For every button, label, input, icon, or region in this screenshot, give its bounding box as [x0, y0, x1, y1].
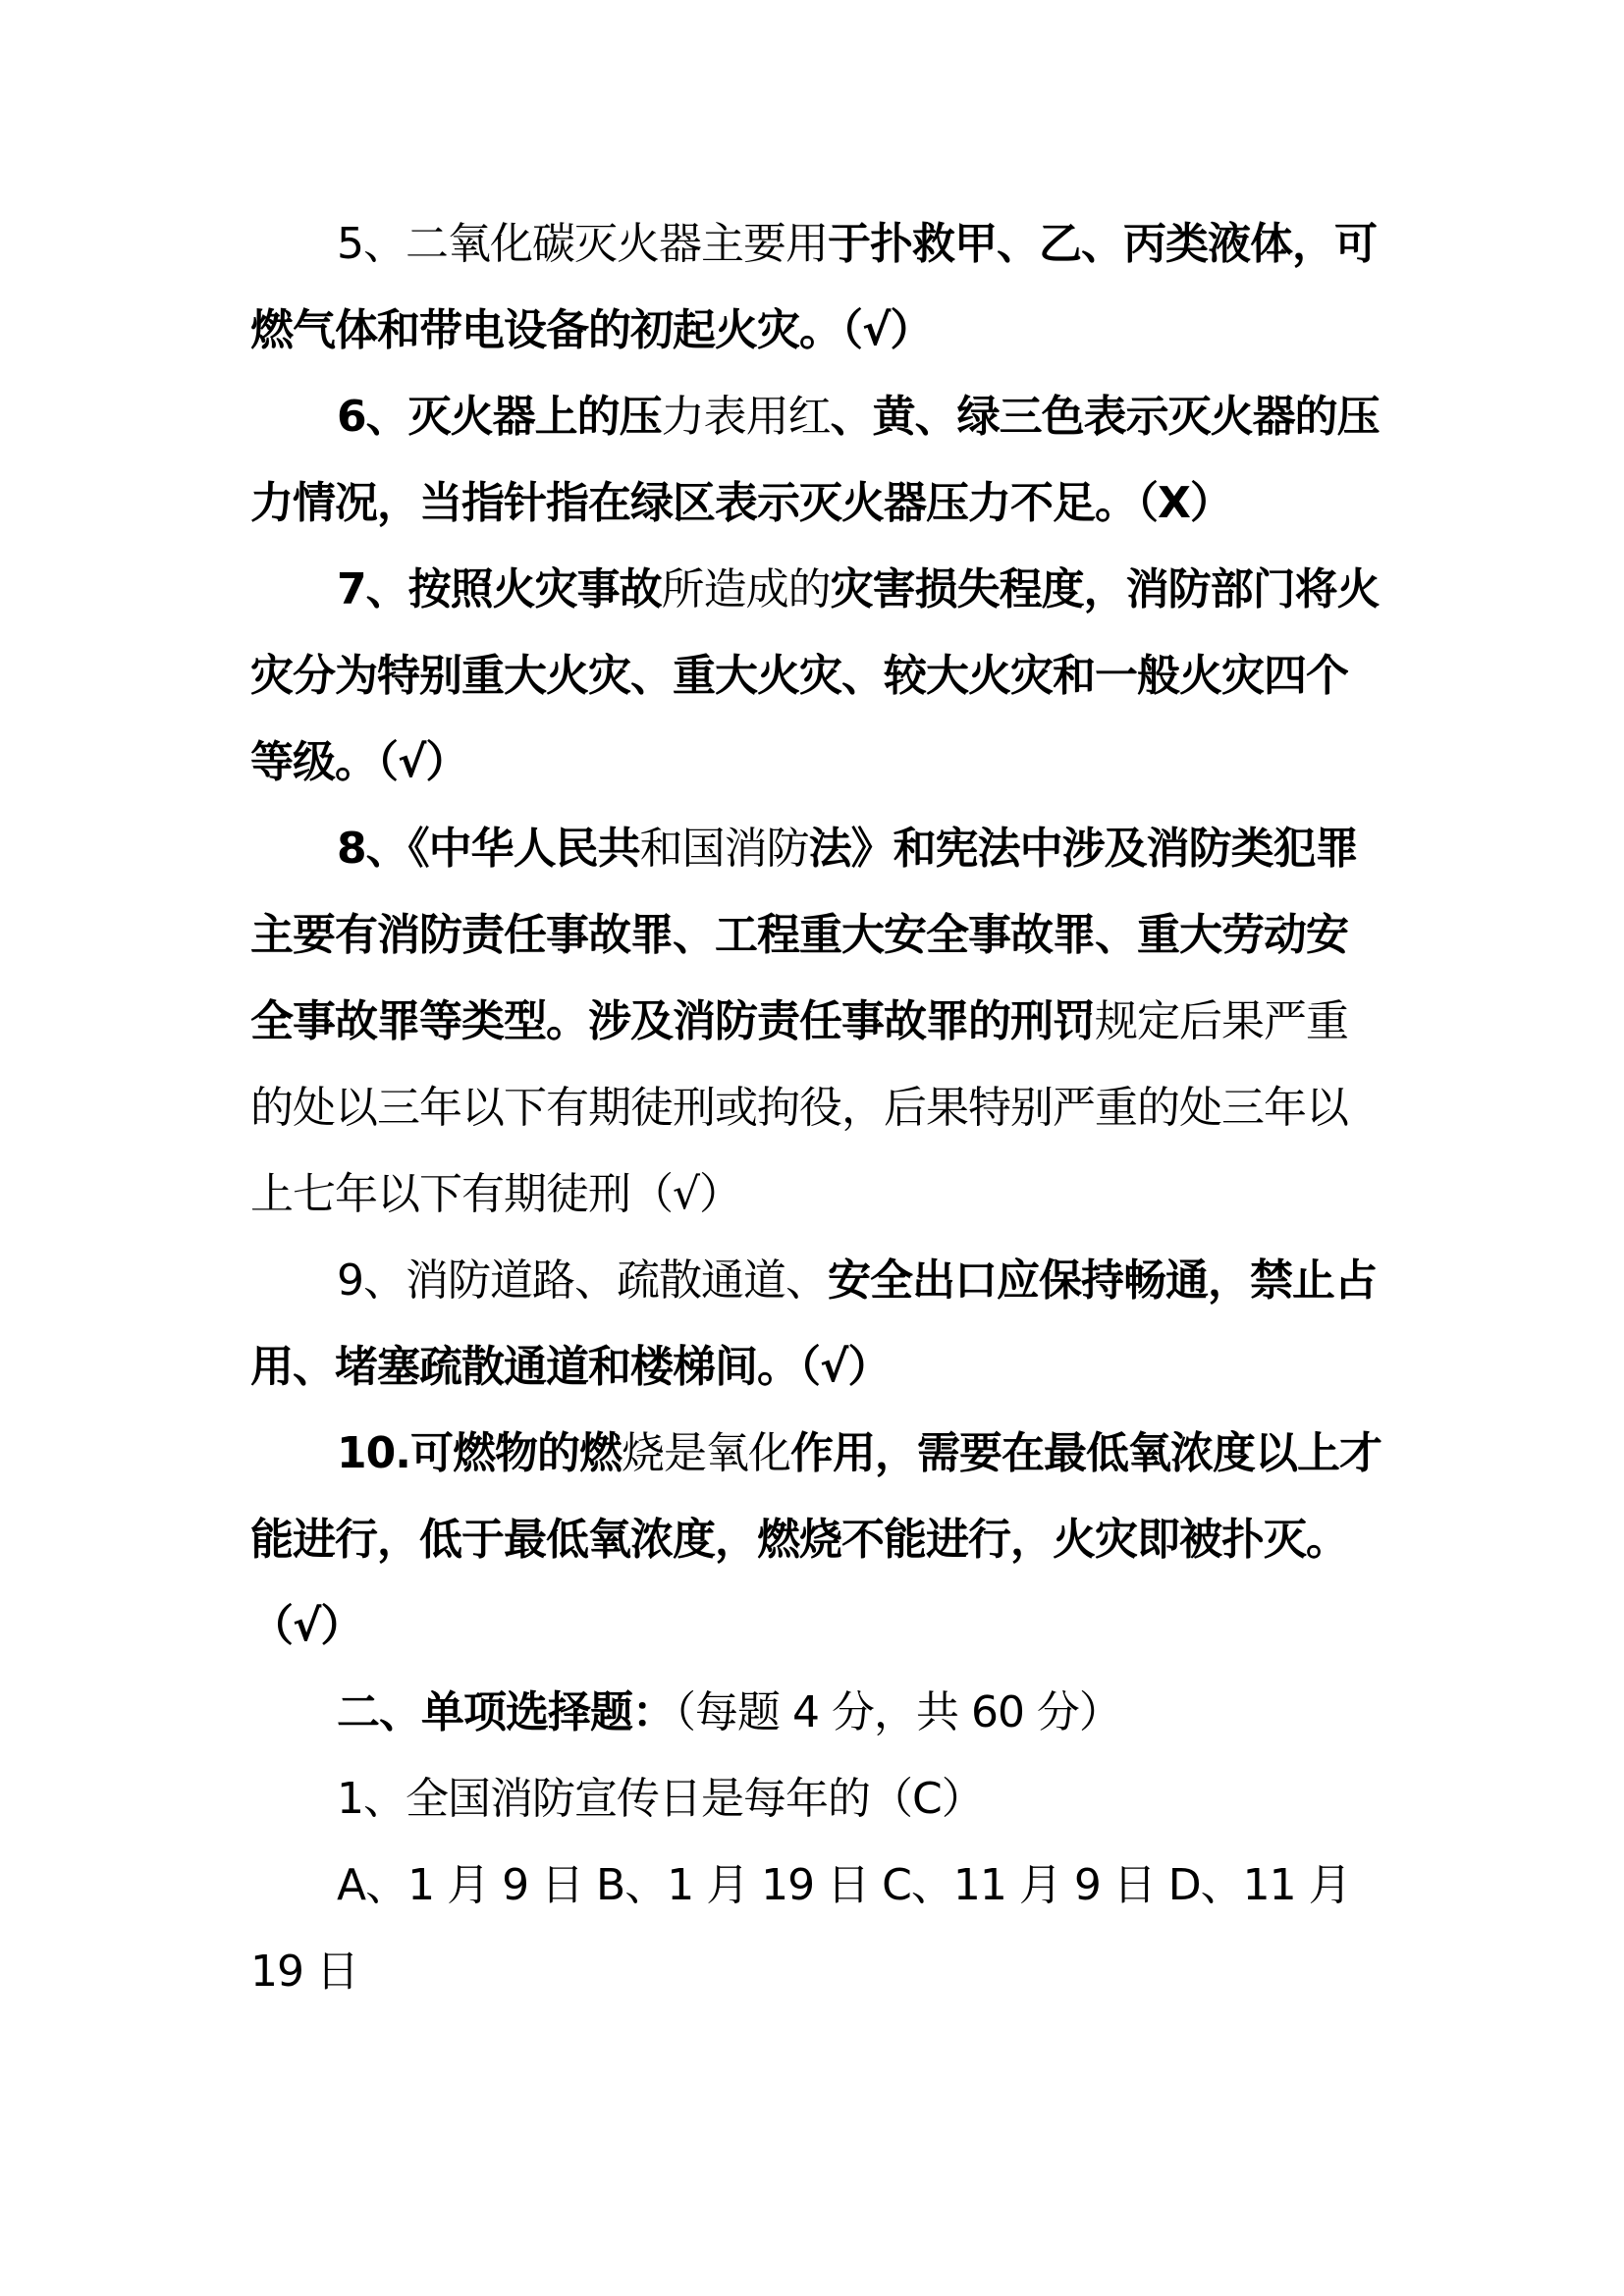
judgment-item-5 — [250, 201, 1389, 374]
judgment-item-6 — [250, 374, 1389, 547]
item-text-bold: 8、《中华人民共 — [337, 824, 640, 874]
item-text-bold: 法》和宪法中涉及消防类犯罪主要有消防责任事故罪、工程重大安全事故罪、重大劳动安全事故罪等类型。涉及消防责任事故罪的刑罚 — [250, 824, 1358, 1046]
item-text-bold: 、黄、绿三色表示灭火器的压力情况，当指针指在绿区表示灭火器压力不足。（X） — [250, 392, 1380, 528]
judgment-item-10 — [250, 1411, 1389, 1670]
judgment-item-7 — [250, 547, 1389, 806]
item-text-bold: 于扑救甲、乙、丙类液体，可燃气体和带电设备的初起火灾。（√） — [250, 219, 1377, 355]
item-text-bold: 安全出口应保持畅通，禁止占用、堵塞疏散通道和楼梯间。（√） — [250, 1255, 1377, 1392]
item-text-normal: 所造成的 — [661, 564, 831, 614]
item-text-normal: 规定后果严重的处以三年以下有期徒刑或拘役，后果特别严重的处三年以上七年以下有期徒刑（√） — [250, 996, 1348, 1219]
section-heading-single-choice — [250, 1670, 1389, 1756]
item-text-normal: 5、二氧化碳灭火器主要用 — [337, 219, 828, 269]
item-text-normal: 烧是氧化 — [621, 1428, 790, 1478]
item-text-bold: 6、灭火器上的压 — [337, 392, 662, 442]
item-text-bold: 10.可燃物的燃 — [337, 1428, 622, 1478]
choice-question-1-options: A、1 月 9 日 B、1 月 19 日 C、11 月 9 日 D、11 月 19 日 — [250, 1860, 1351, 1997]
item-text-normal: 9、消防道路、疏散通道、 — [337, 1255, 828, 1306]
item-text-normal: 和国消防 — [639, 824, 809, 874]
item-text-normal: 力表用红 — [661, 392, 831, 442]
section-title: 二、单项选择题： — [337, 1687, 675, 1737]
item-text-bold: 灾害损失程度，消防部门将火灾分为特别重大火灾、重大火灾、较大火灾和一般火灾四个等级。（√） — [250, 564, 1380, 787]
item-text-bold: 作用，需要在最低氧浓度以上才能进行，低于最低氧浓度，燃烧不能进行，火灾即被扑灭。（√） — [250, 1428, 1381, 1651]
item-text-bold: 7、按照火灾事故 — [337, 564, 662, 614]
section-scoring-note: （每题 4 分，共 60 分） — [675, 1687, 1121, 1737]
choice-question-1: 1、全国消防宣传日是每年的（C） — [337, 1774, 984, 1824]
judgment-item-8 — [250, 806, 1389, 1238]
judgment-item-9 — [250, 1238, 1389, 1411]
document-page — [250, 201, 1389, 2015]
